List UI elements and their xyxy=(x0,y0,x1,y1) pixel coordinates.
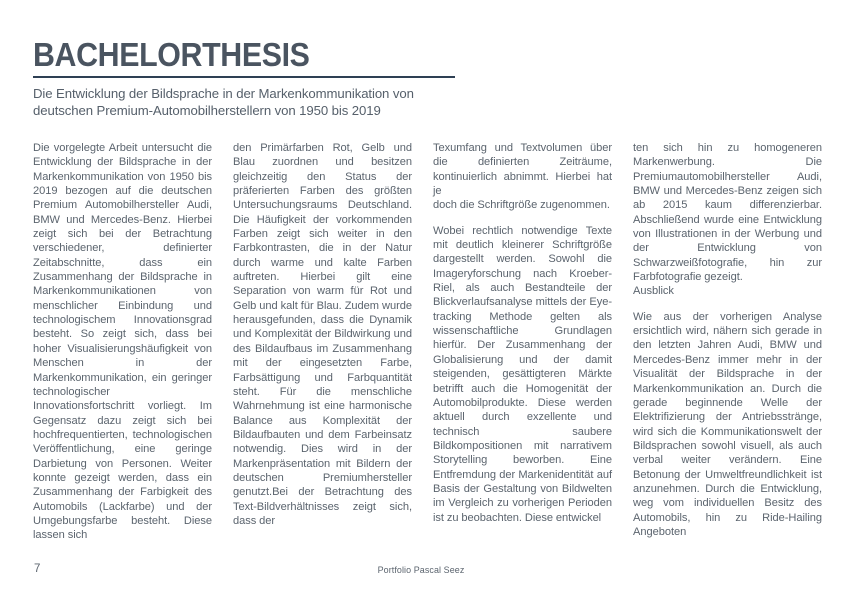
text-column-4 xyxy=(633,141,822,541)
paragraph: Wobei rechtlich notwendige Texte mit deutlich kleinerer Schriftgröße dargestellt werden. Sowohl die Imageryforschung nach Kroeber-Riel, als auch Bestandteile der Blickverlaufsanalyse mittels der Eye-tracking Methode gelten als wissenschaftliche Grundlagen hierfür. Der Zusammenhang der Globalisierung und der damit steigenden, gesättigteren Märkte betrifft auch die Homogenität der Automobilprodukte. Diese werden aktuell durch exzellente und technisch saubere Bildkompositionen mit narrativem Storytelling beworben. Eine Entfremdung der Markenidentität auf Basis der Gestaltung von Bildwelten im Vergleich zu vorherigen Perioden ist zu beobachten. Diese entwickel xyxy=(433,224,612,524)
paragraph: Wie aus der vorherigen Analyse ersichtlich wird, nähern sich gerade in den letzten Jahren Audi, BMW und Mercedes-Benz immer mehr in der Visualität der Bildsprache in der Markenkommunikation an. Durch die gerade beginnende Welle der Elektrifizierung der Antriebsstränge, wird sich die Kommunikationswelt der Bildsprachen sowohl visuell, als auch verbal weiter verändern. Eine Betonung der Umweltfreundlichkeit ist anzunehmen. Durch die Entwicklung, weg vom individuellen Besitz des Automobils, hin zu Ride-Hailing Angeboten xyxy=(633,310,822,538)
paragraph: Die vorgelegte Arbeit untersucht die Entwicklung der Bildsprache in der Markenkommunikation von 1950 bis 2019 bezogen auf die deutschen Premium Automobilhersteller Audi, BMW und Mercedes-Benz. Hierbei zeigt sich bei der Betrachtung verschiedener, definierter Zeitabschnitte, dass ein Zusammenhang der Bildsprache in Markenkommunikationen von menschlicher Einbindung und technologischem Innovationsgrad besteht. So zeigt sich, dass bei hoher Visualisierungshäufigkeit von Menschen in der Markenkommunikation, ein geringer technologischer Innovationsfortschritt vorliegt. Im Gegensatz dazu zeigt sich bei hochfrequentierten, technologischen Veröffentlichung, eine geringe Darbietung von Personen. Weiter konnte gezeigt werden, dass ein Zusammenhang der Farbigkeit des Automobils (Lackfarbe) und der Umgebungsfarbe besteht. Diese lassen sich xyxy=(33,142,212,542)
document-header xyxy=(33,38,455,120)
paragraph: den Primärfarben Rot, Gelb und Blau zuordnen und besitzen gleichzeitig den Status der präferierten Farben des größten Untersuchungsraums Deutschland. Die Häufigkeit der vorkommenden Farben zeigt sich weiter in den Farbkontrasten, die in der Natur durch warme und kalte Farben auftreten. Hierbei gilt eine Separation von warm für Rot und Gelb und kalt für Blau. Zudem wurde herausgefunden, dass die Dynamik und Komplexität der Bildwirkung und des Bildaufbaus im Zusammenhang mit der eingesetzten Farbe, Farbsättigung und Farbquantität steht. Für die menschliche Wahrnehmung ist eine harmonische Balance aus Komplexität der Bildaufbauten und dem Farbeinsatz notwendig. Dies wird in der Markenpräsentation mit Bildern der deutschen Premiumhersteller genutzt.Bei der Betrachtung des Text-Bildverhältnisses zeigt sich, dass der xyxy=(233,142,412,527)
text-column-1 xyxy=(33,141,212,541)
page-number: 7 xyxy=(34,563,41,575)
text-column-2 xyxy=(233,141,412,541)
paragraph: ten sich hin zu homogeneren Markenwerbung. Die Premiumautomobilhersteller Audi, BMW und Mercedes-Benz zeigen sich ab 2015 kaum differenzierbar. Abschließend wurde eine Entwicklung von Illustrationen in der Werbung und der Entwicklung von Schwarzweißfotografie, hin zur Farbfotografie gezeigt. xyxy=(633,142,822,284)
paragraph: Texumfang und Textvolumen über die definierten Zeiträume, kontinuierlich abnimmt. Hierbei hat je xyxy=(433,142,612,198)
paragraph: doch die Schriftgröße zugenommen. xyxy=(433,199,610,212)
document-subtitle: Die Entwicklung der Bildsprache in der Markenkommunikation von deutschen Premium-Automobilherstellern von 1950 bis 2019 xyxy=(33,85,414,118)
section-heading-ausblick: Ausblick xyxy=(633,285,674,298)
page-footer xyxy=(0,563,842,583)
title-divider xyxy=(33,76,455,78)
page-title: BACHELORTHESIS xyxy=(33,36,310,73)
text-column-3 xyxy=(433,141,612,541)
body-columns xyxy=(33,141,822,542)
footer-portfolio-label: Portfolio Pascal Seez xyxy=(377,565,465,576)
